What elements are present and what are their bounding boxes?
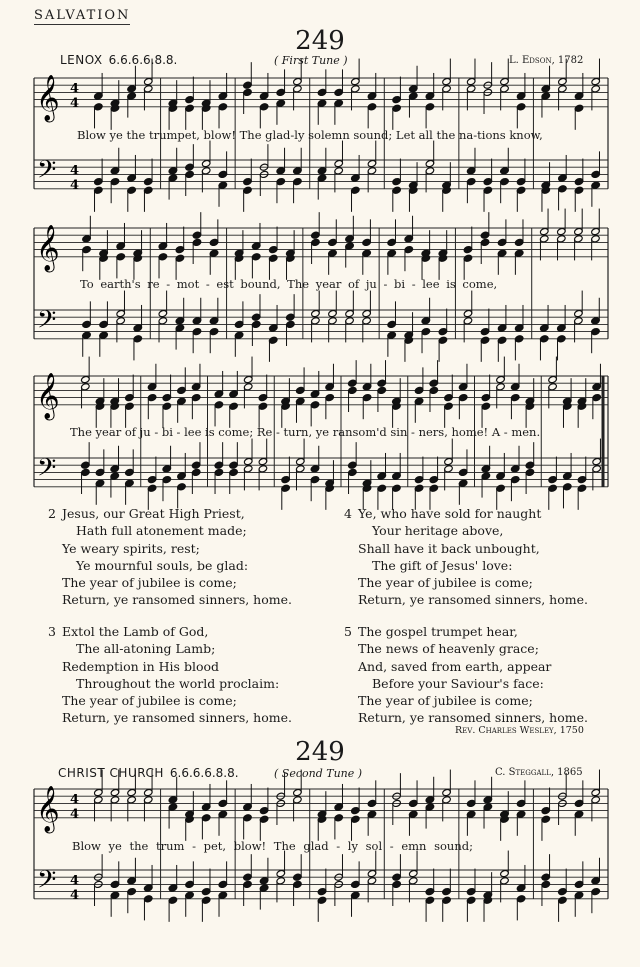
clef-icon: 𝄞 [36, 785, 60, 832]
text-attribution: Rev. Charles Wesley, 1750 [455, 725, 584, 736]
time-signature: 4 [70, 792, 80, 808]
verse-line: Extol the Lamb of God, [62, 624, 209, 639]
treble-notes [234, 223, 295, 280]
treble-notes [387, 216, 448, 280]
verse-line: The year of jubilee is come; [62, 693, 237, 709]
bass-notes [466, 851, 525, 922]
bass-notes [94, 148, 153, 212]
bass-notes [348, 442, 402, 510]
verse-line: Return, ye ransomed sinners, home. [358, 592, 588, 608]
bass-notes [243, 851, 302, 910]
verse-line: Before your Saviour's face: [372, 675, 544, 691]
bass-notes [158, 291, 219, 354]
staff-lines [34, 376, 608, 405]
lyric-line-3: The year of ju - bi - lee is come; Re - turn, ye ransom'd sin - ners, home! A - men. [70, 425, 541, 439]
time-signature: 4 [70, 177, 80, 193]
verse-line: Redemption in His blood [62, 658, 219, 674]
bass-notes [281, 439, 335, 510]
tune-name-second [58, 766, 239, 780]
bass-notes [392, 851, 451, 922]
verse-line: Ye mournful souls, be glad: [76, 557, 249, 573]
treble-notes [466, 59, 525, 129]
tune-title: CHRIST CHURCH [58, 766, 164, 780]
time-signature: 4 [70, 95, 80, 111]
bass-notes [94, 854, 153, 920]
verse-line: Your heritage above, [372, 523, 504, 539]
bass-notes [481, 442, 535, 510]
bass-notes [214, 439, 268, 494]
time-signature: 4 [70, 81, 80, 97]
time-signature: 4 [70, 887, 80, 903]
tune-label-second: ( Second Tune ) [274, 767, 363, 780]
clef-icon: 𝄢 [37, 865, 57, 901]
bass-notes [539, 291, 600, 361]
bass-notes [387, 298, 448, 362]
tune-meter: 6.6.6.6.8.8. [169, 766, 239, 780]
treble-notes [81, 357, 135, 428]
time-signature: 4 [70, 163, 80, 179]
verse-line: The year of jubilee is come; [358, 575, 533, 591]
verse-line: The year of jubilee is come; [62, 575, 237, 591]
treble-notes [541, 59, 600, 130]
clef-icon: 𝄞 [36, 74, 60, 121]
treble-notes [281, 364, 335, 428]
bass-notes [414, 439, 468, 510]
verse-line: Ye weary spirits, rest; [62, 540, 200, 556]
bass-notes [147, 442, 201, 510]
verse-line: Return, ye ransomed sinners, home. [62, 592, 292, 608]
treble-notes [317, 59, 376, 129]
treble-notes [463, 212, 524, 280]
clef-icon: 𝄢 [37, 155, 57, 191]
verse-line: And, saved from earth, appear [358, 658, 552, 674]
treble-notes [548, 357, 602, 428]
bass-notes [466, 148, 525, 212]
treble-notes [541, 770, 600, 841]
treble-notes [168, 777, 227, 841]
treble-notes [243, 770, 302, 841]
treble-notes [414, 360, 468, 428]
time-signature: 4 [70, 873, 80, 889]
verse-number: 5 [344, 624, 352, 639]
verse-line: Ye, who have sold for naught [358, 506, 542, 521]
staff-lines [34, 458, 608, 487]
verse-line: Jesus, our Great High Priest, [62, 506, 245, 521]
verse-line: The gospel trumpet hear, [358, 624, 518, 639]
tune-meter: 6.6.6.6.8.8. [108, 53, 178, 67]
verse-4 [344, 505, 588, 609]
bass-notes [317, 141, 376, 212]
bass-notes [317, 851, 376, 922]
verse-2 [48, 505, 292, 609]
bass-notes [243, 144, 302, 212]
hymn-number: 249 [295, 26, 345, 56]
verse-number: 4 [344, 506, 352, 521]
lyric-line-1: Blow ye the trumpet, blow! The glad-ly solemn sound; Let all the na-tions know, [77, 128, 543, 142]
verse-5 [344, 623, 588, 727]
treble-notes [539, 209, 600, 261]
verse-line: The news of heavenly grace; [358, 641, 539, 657]
section-header: SALVATION [34, 8, 131, 23]
treble-notes [392, 59, 451, 130]
lyric-line-second: Blow ye the trum - pet, blow! The glad - ly sol - emn sound; [72, 839, 473, 853]
bass-notes [81, 442, 135, 505]
treble-notes [243, 59, 302, 129]
treble-notes [82, 216, 143, 280]
treble-notes [392, 770, 451, 836]
treble-notes [147, 364, 201, 428]
treble-notes [466, 777, 525, 841]
bass-notes [82, 291, 143, 361]
bass-notes [463, 291, 524, 362]
treble-notes [481, 357, 535, 428]
bass-notes [168, 141, 227, 207]
time-signature: 4 [70, 806, 80, 822]
verse-line: Return, ye ransomed sinners, home. [62, 710, 292, 726]
verse-line: The all-atoning Lamb; [76, 641, 216, 657]
clef-icon: 𝄢 [37, 305, 57, 341]
bass-notes [541, 854, 600, 922]
treble-notes [348, 360, 402, 428]
hymn-number-second: 249 [295, 737, 345, 767]
treble-notes [94, 59, 153, 130]
verse-line: The gift of Jesus' love: [372, 557, 513, 573]
tune-label: ( First Tune ) [274, 54, 348, 67]
bass-notes [234, 294, 295, 362]
verse-number: 2 [48, 506, 56, 521]
treble-notes [158, 212, 219, 280]
bass-notes [548, 439, 602, 510]
clef-icon: 𝄞 [36, 372, 60, 419]
bass-notes [392, 141, 451, 212]
treble-notes [214, 357, 268, 428]
verse-number: 3 [48, 624, 56, 639]
clef-icon: 𝄞 [36, 224, 60, 271]
composer-second: C. Steggall, 1865 [495, 767, 583, 778]
verse-line: Throughout the world proclaim: [76, 675, 280, 691]
bass-notes [311, 291, 372, 343]
treble-notes [311, 212, 372, 275]
treble-notes [168, 73, 227, 130]
verse-line: Shall have it back unbought, [358, 540, 540, 556]
verse-3 [48, 623, 292, 727]
tune-title: LENOX [60, 53, 103, 67]
verse-line: The year of jubilee is come; [358, 693, 533, 709]
clef-icon: 𝄢 [37, 453, 57, 489]
verse-line: Return, ye ransomed sinners, home. [358, 710, 588, 726]
verse-line: Hath full atonement made; [76, 523, 247, 539]
composer: L. Edson, 1782 [509, 55, 584, 66]
lyric-line-2: To earth's re - mot - est bound, The year of ju - bi - lee is come, [80, 277, 498, 291]
